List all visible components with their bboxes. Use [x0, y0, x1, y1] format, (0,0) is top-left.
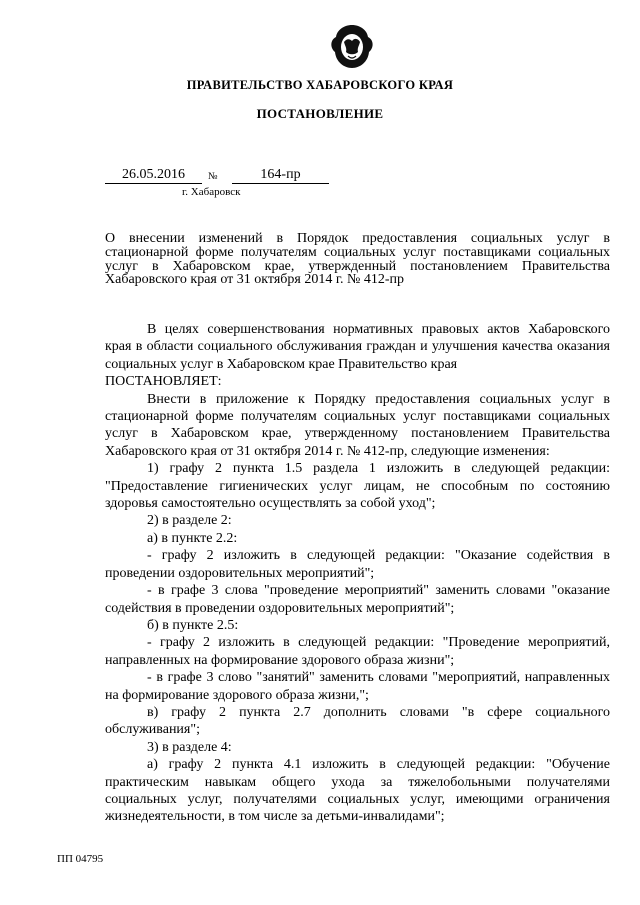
document-number: 164-пр	[232, 167, 329, 184]
body-paragraph: 3) в разделе 4:	[147, 739, 232, 755]
document-type: ПОСТАНОВЛЕНИЕ	[256, 106, 384, 121]
body-paragraph: - в графе 3 слова "проведение мероприятий" заменить словами "оказание содействия в проведении оздоровительных мероприятий";	[105, 583, 610, 616]
document-date: 26.05.2016	[105, 167, 202, 184]
body-paragraph: В целях совершенствования нормативных правовых актов Хабаровского края в области социального обслуживания граждан и улучшения качества оказания социальных услуг в Хабаровском крае Правительство края	[105, 322, 610, 372]
number-sign: №	[208, 171, 218, 182]
body-paragraph: - графу 2 изложить в следующей редакции: "Проведение мероприятий, направленных на формирование здорового образа жизни";	[105, 635, 610, 668]
document-title: О внесении изменений в Порядок предоставления социальных услуг в стационарной форме получателям социальных услуг поставщиками социальных услуг в Хабаровском крае, утвержденный постановлением Правительства Хабаровского края от 31 октября 2014 г. № 412-пр	[105, 231, 610, 288]
organization-name: ПРАВИТЕЛЬСТВО ХАБАРОВСКОГО КРАЯ	[186, 78, 454, 92]
body-paragraph: ПОСТАНОВЛЯЕТ:	[105, 374, 222, 390]
body-paragraph: а) в пункте 2.2:	[147, 530, 238, 546]
body-paragraph: - в графе 3 слово "занятий" заменить словами "мероприятий, направленных на формирование здорового образа жизни,";	[105, 670, 610, 703]
coat-of-arms-emblem	[330, 22, 374, 70]
body-paragraph: б) в пункте 2.5:	[147, 617, 239, 633]
document-place: г. Хабаровск	[182, 186, 241, 198]
document-body	[105, 321, 610, 826]
body-paragraph: в) графу 2 пункта 2.7 дополнить словами "в сфере социального обслуживания";	[105, 704, 610, 738]
body-paragraph: 2) в разделе 2:	[147, 513, 232, 529]
body-paragraph: Внести в приложение к Порядку предоставления социальных услуг в стационарной форме получателям социальных услуг поставщиками социальных услуг в Хабаровском крае, утвержденному постановлением Правительства Хабаровского края от 31 октября 2014 г. № 412-пр, следующие изменения:	[105, 391, 610, 459]
body-paragraph: - графу 2 изложить в следующей редакции: "Оказание содействия в проведении оздоровительных мероприятий";	[105, 548, 610, 581]
footer-code: ПП 04795	[57, 853, 104, 865]
body-paragraph: а) графу 2 пункта 4.1 изложить в следующей редакции: "Обучение практическим навыкам общего ухода за тяжелобольными получателями социальных услуг, получателями социальных услуг, имеющими ограничения жизнедеятельности, в том числе за детьми-инвалидами";	[105, 757, 610, 825]
body-paragraph: 1) графу 2 пункта 1.5 раздела 1 изложить в следующей редакции: "Предоставление гигиенических услуг лицам, не способным по состоянию здоровья самостоятельно осуществлять за собой уход";	[105, 461, 610, 512]
